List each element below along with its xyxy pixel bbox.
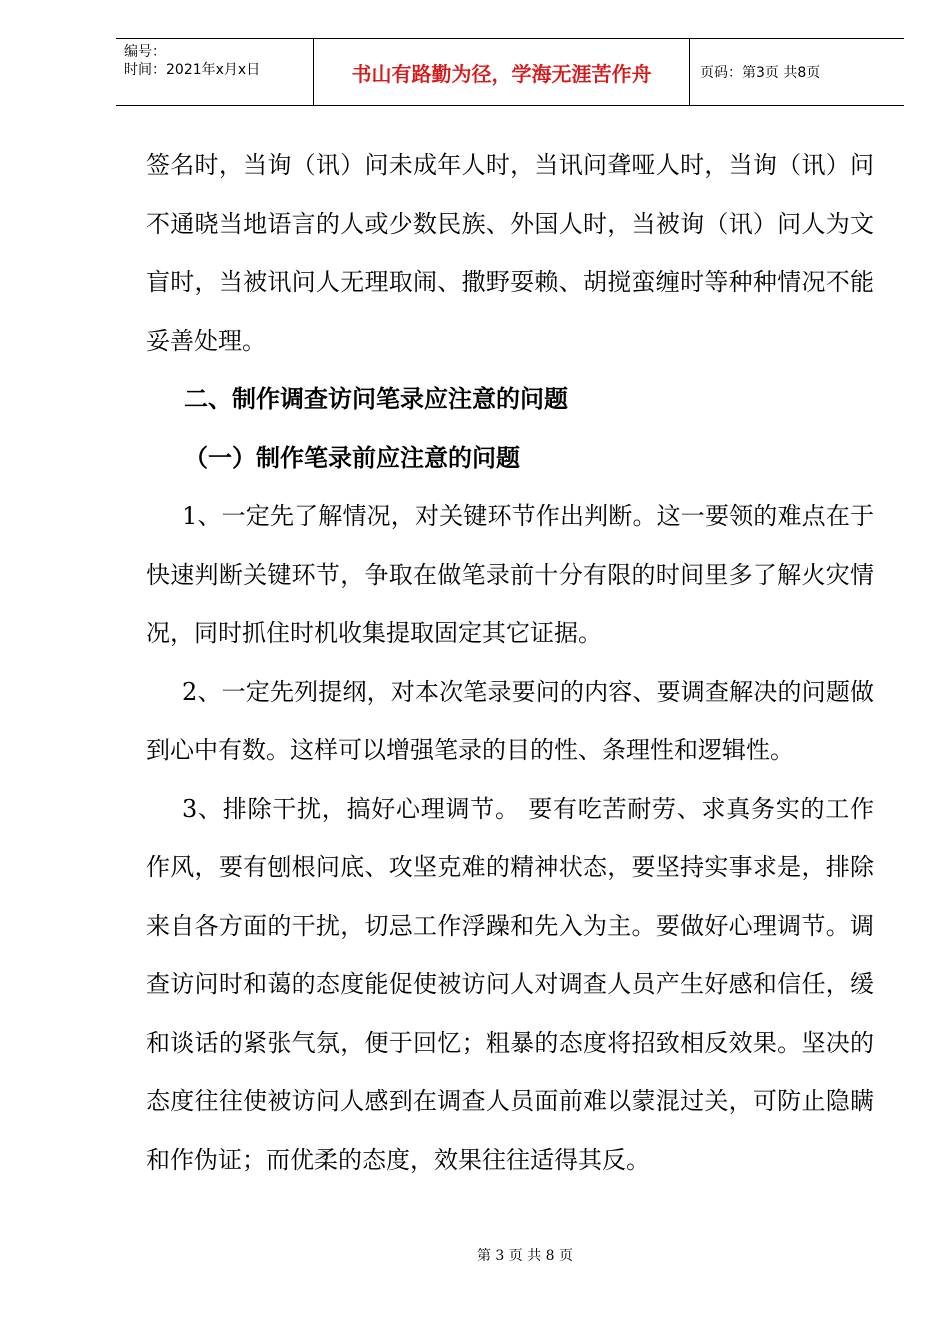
paragraph-continuation: 签名时，当询（讯）问未成年人时，当讯问聋哑人时，当询（讯）问不通晓当地语言的人或少数民族、外国人时，当被询（讯）问人为文盲时，当被讯问人无理取闹、撒野耍赖、胡搅蛮缠时等种种情况不能妥善处理。 [146,151,874,355]
document-number-label: 编号： [124,44,166,60]
header-motto: 书山有路勤为径，学海无涯苦作舟 [314,39,690,105]
paragraph-item-2: 2、一定先列提纲，对本次笔录要问的内容、要调查解决的问题做到心中有数。这样可以增强笔录的目的性、条理性和逻辑性。 [146,677,874,764]
document-time-label: 时间：2021年x月x日 [124,62,261,78]
subsection-heading: （一）制作笔录前应注意的问题 [184,443,520,472]
page-header [116,38,904,106]
page-footer: 第 3 页 共 8 页 [476,1248,574,1264]
section-heading: 二、制作调查访问笔录应注意的问题 [184,385,568,413]
paragraph-item-1: 1、一定先了解情况，对关键环节作出判断。这一要领的难点在于快速判断关键环节，争取在做笔录前十分有限的时间里多了解火灾情况，同时抓住时机收集提取固定其它证据。 [146,502,874,647]
header-meta [116,39,314,105]
paragraph-item-3: 3、排除干扰，搞好心理调节。 要有吃苦耐劳、求真务实的工作作风，要有刨根问底、攻坚克难的精神状态，要坚持实事求是，排除来自各方面的干扰，切忌工作浮躁和先入为主。要做好心理调节。调查访问时和蔼的态度能促使被访问人对调查人员产生好感和信任，缓和谈话的紧张气氛，便于回忆；粗暴的态度将招致相反效果。坚决的态度往往使被访问人感到在调查人员面前难以蒙混过关，可防止隐瞒和作伪证；而优柔的态度，效果往往适得其反。 [146,794,874,1174]
document-body [146,136,874,1189]
header-page-info: 页码：第3页 共8页 [700,65,821,81]
